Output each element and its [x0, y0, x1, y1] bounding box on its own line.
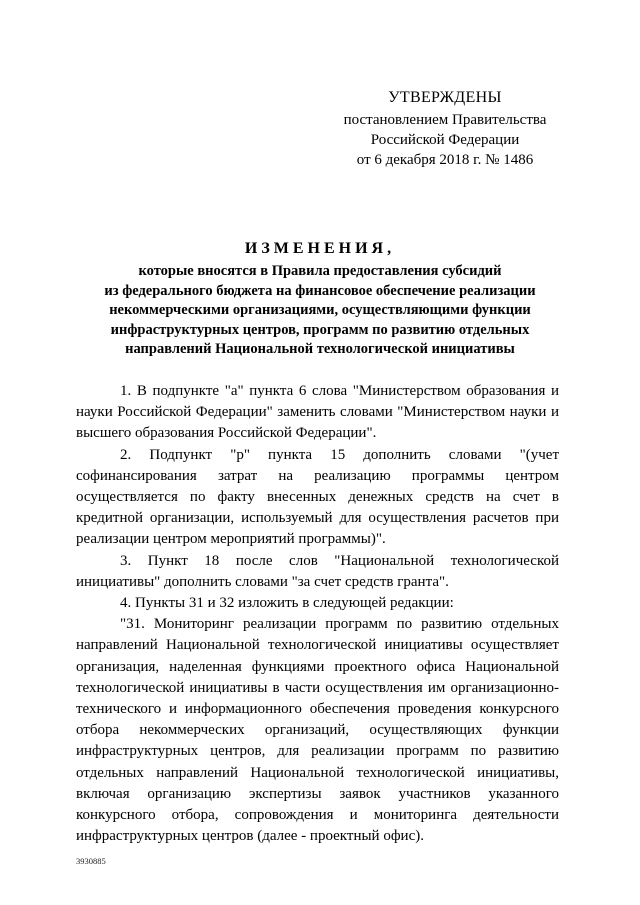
body-paragraph: 3. Пункт 18 после слов "Национальной технологической инициативы" дополнить словами "за счет средств гранта". [76, 552, 559, 590]
document-title: ИЗМЕНЕНИЯ, [244, 240, 396, 257]
document-title-block [60, 240, 580, 360]
body-paragraph: 1. В подпункте "а" пункта 6 слова "Министерством образования и науки Российской Федерации" заменить словами "Министерством науки и высшего образования Российской Федерации". [76, 383, 559, 442]
title-subline: которые вносятся в Правила предоставления субсидий [138, 263, 502, 279]
body-paragraph: "31. Мониторинг реализации программ по развитию отдельных направлений Национальной технологической инициативы осуществляет организация, наделенная функциями проектного офиса Национальной технологической инициативы в части осуществления им организационно-технического и информационного обеспечения проведения конкурсного отбора некоммерческих организаций, осуществляющих функции инфраструктурных центров, для реализации программ по развитию отдельных направлений Национальной технологической инициативы, включая организацию экспертизы заявок участников указанного конкурсного отбора, сопровождения и мониторинга деятельности инфраструктурных центров (далее - проектный офис). [76, 616, 559, 845]
body-paragraph: 2. Подпункт "р" пункта 15 дополнить словами "(учет софинансирования затрат на реализацию программы центром осуществляется по факту внесенных денежных средств на счет в кредитной организации, используемый для осуществления расчетов при реализации центром мероприятий программы)". [76, 446, 559, 548]
body-paragraph: 4. Пункты 31 и 32 изложить в следующей редакции: [120, 595, 454, 612]
approval-line: Российской Федерации [370, 132, 520, 148]
approval-line: постановлением Правительства [343, 112, 547, 128]
approval-stamp [330, 88, 560, 170]
title-subline: инфраструктурных центров, программ по развитию отдельных [110, 321, 530, 338]
title-subline: направлений Национальной технологической инициативы [125, 341, 515, 357]
title-subline: из федерального бюджета на финансовое обеспечение реализации [104, 282, 536, 299]
approval-date-line: от 6 декабря 2018 г. № 1486 [356, 152, 534, 168]
document-body [76, 381, 559, 847]
title-subline: некоммерческими организациями, осуществляющими функции [109, 302, 531, 318]
document-code: 3930885 [76, 856, 106, 866]
approval-heading: УТВЕРЖДЕНЫ [388, 89, 502, 106]
